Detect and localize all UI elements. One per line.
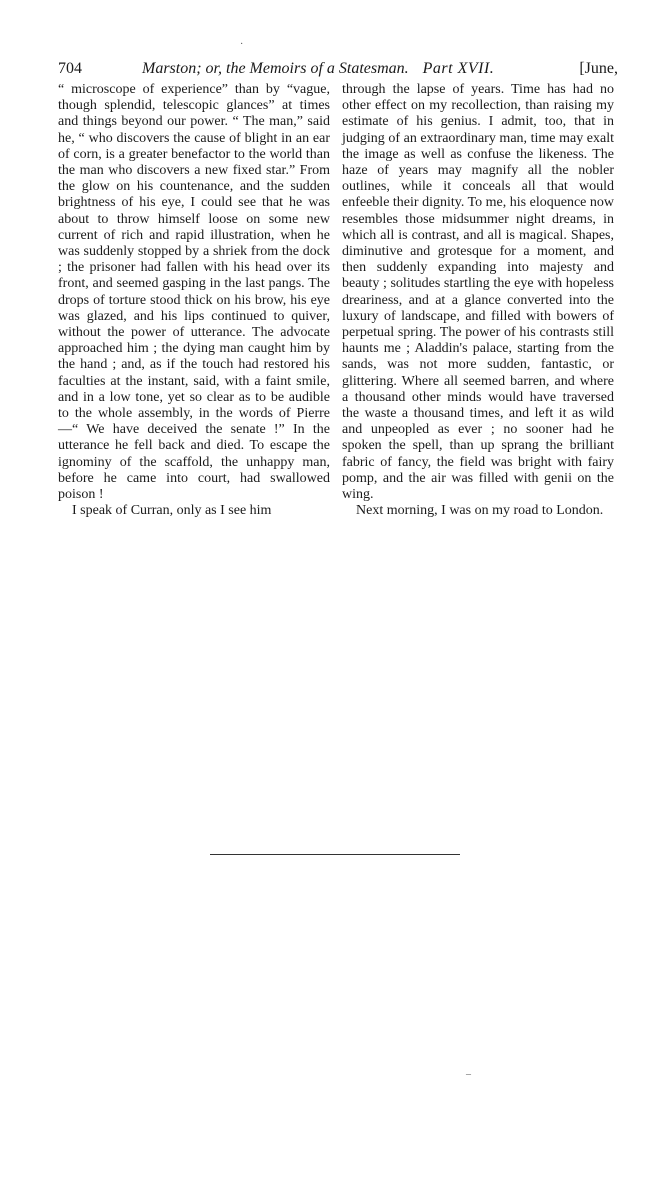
right-column [342,82,614,519]
print-speck: · [240,39,244,50]
paragraph: through the lapse of years. Time has had no other effect on my recollection, than raising my estimate of his genius. I admit, too, that in judging of an extraordinary man, time may exalt the image as well as confuse the likeness. The haze of years may magnify all the nobler outlines, while it conceals all that would enfeeble their dignity. To me, his eloquence now resembles those midsummer night dreams, in which all is contrast, and all is magical. Shapes, diminutive and grotesque for a moment, and then suddenly expanding into majesty and beauty ; solitudes startling the eye with hopeless dreariness, and at a glance converted into the luxury of landscape, and filled with bowers of perpetual spring. The power of his contrasts still haunts me ; Aladdin's palace, starting from the sands, was not more sudden, fantastic, or glittering. Where all seemed barren, and where a thousand other minds would have traversed the waste a thousand times, and left it as wild and unpeopled as ever ; no sooner had he spoken the spell, than up sprang the brilliant fabric of fancy, the field was bright with fairy pomp, and the air was filled with genii on the wing. [342,82,614,503]
running-head [58,58,618,80]
paragraph: “ microscope of experience” than by “vague, though splendid, telescopic glances” at times and things beyond our power. “ The man,” said he, “ who discovers the cause of blight in an ear of corn, is a greater benefactor to the world than the man who discovers a new fixed star.” From the glow on his countenance, and the sudden brightness of his eye, I could see that he was about to throw himself loose on some new current of rich and rapid illustration, when he was suddenly stopped by a shriek from the dock ; the prisoner had fallen with his head over its front, and seemed gasping in the last pangs. The drops of torture stood thick on his brow, his eye was glazed, and his lips continued to quiver, without the power of utterance. The advocate approached him ; the dying man caught him by the hand ; and, as if the touch had restored his faculties at the instant, said, with a faint smile, and in a low tone, yet so clear as to be audible to the whole assembly, in the words of Pierre—“ We have deceived the senate !” In the utterance he fell back and died. To escape the ignominy of the scaffold, the unhappy man, before he came into court, had swallowed poison ! [58,82,330,503]
section-end-rule [210,854,460,855]
running-title-text: Marston; or, the Memoirs of a Statesman. [142,60,409,77]
running-title [142,58,494,80]
running-date: [June, [579,60,618,77]
paragraph: Next morning, I was on my road to London. [356,503,604,519]
paragraph: I speak of Curran, only as I see him [72,503,272,519]
print-speck: – [466,1069,471,1080]
page-number: 704 [58,60,82,77]
running-title-part: Part XVII. [422,60,495,77]
left-column [58,82,330,519]
